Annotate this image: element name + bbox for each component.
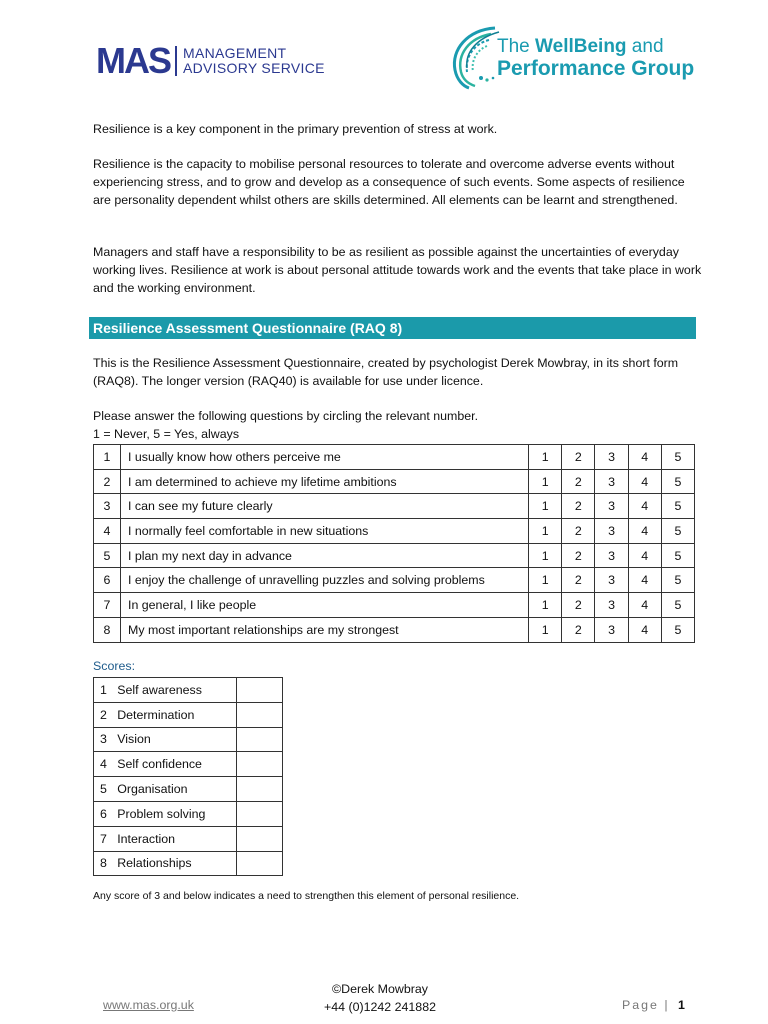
scores-note: Any score of 3 and below indicates a need to strengthen this element of personal resilience.	[93, 890, 520, 902]
question-row	[94, 469, 695, 494]
question-row	[94, 543, 695, 568]
score-entry-cell[interactable]	[236, 851, 282, 876]
score-category: 5 Organisation	[94, 777, 237, 802]
intro-paragraph-1: Resilience is a key component in the primary prevention of stress at work.	[93, 122, 498, 136]
answer-option-5[interactable]: 5	[661, 568, 694, 593]
answer-option-2[interactable]: 2	[562, 543, 595, 568]
question-text: My most important relationships are my strongest	[121, 617, 529, 642]
intro-paragraph-2: Resilience is the capacity to mobilise personal resources to tolerate and overcome adverse events without experiencing stress, and to grow and develop as a consequence of such events. Some aspects of resilience are personality dependent whilst others are skills determined. All elements can be learnt and strengthened.	[93, 157, 685, 207]
score-category: 1 Self awareness	[94, 678, 237, 703]
answer-option-5[interactable]: 5	[661, 519, 694, 544]
answer-option-1[interactable]: 1	[529, 445, 562, 470]
question-number: 4	[94, 519, 121, 544]
question-number: 7	[94, 593, 121, 618]
answer-option-1[interactable]: 1	[529, 469, 562, 494]
answer-option-5[interactable]: 5	[661, 494, 694, 519]
answer-option-2[interactable]: 2	[562, 568, 595, 593]
question-text: I normally feel comfortable in new situations	[121, 519, 529, 544]
score-row	[94, 801, 283, 826]
score-row	[94, 777, 283, 802]
answer-option-3[interactable]: 3	[595, 445, 628, 470]
answer-option-2[interactable]: 2	[562, 617, 595, 642]
answer-option-4[interactable]: 4	[628, 494, 661, 519]
question-text: I can see my future clearly	[121, 494, 529, 519]
question-row	[94, 593, 695, 618]
answer-option-4[interactable]: 4	[628, 593, 661, 618]
score-category: 4 Self confidence	[94, 752, 237, 777]
answer-option-4[interactable]: 4	[628, 445, 661, 470]
footer-contact	[300, 980, 460, 1016]
answer-option-3[interactable]: 3	[595, 519, 628, 544]
answer-option-5[interactable]: 5	[661, 543, 694, 568]
question-text: I plan my next day in advance	[121, 543, 529, 568]
question-number: 3	[94, 494, 121, 519]
wellbeing-logo-line1: The WellBeing and	[497, 36, 664, 57]
intro-paragraph-3: Managers and staff have a responsibility to be as resilient as possible against the uncertainties of everyday working lives. Resilience at work is about personal attitude towards work and the events that take place in work and the working environment.	[93, 245, 702, 295]
score-entry-cell[interactable]	[236, 801, 282, 826]
score-row	[94, 752, 283, 777]
question-number: 6	[94, 568, 121, 593]
scores-label: Scores:	[93, 659, 136, 673]
answer-option-3[interactable]: 3	[595, 543, 628, 568]
score-row	[94, 702, 283, 727]
score-entry-cell[interactable]	[236, 678, 282, 703]
score-entry-cell[interactable]	[236, 727, 282, 752]
mas-logo	[96, 40, 325, 81]
question-number: 1	[94, 445, 121, 470]
mas-logo-divider	[175, 46, 177, 76]
answer-option-1[interactable]: 1	[529, 593, 562, 618]
answer-option-5[interactable]: 5	[661, 593, 694, 618]
answer-option-3[interactable]: 3	[595, 617, 628, 642]
answer-option-2[interactable]: 2	[562, 593, 595, 618]
answer-option-4[interactable]: 4	[628, 568, 661, 593]
score-row	[94, 826, 283, 851]
mas-logo-mark: MAS	[96, 40, 170, 81]
answer-option-3[interactable]: 3	[595, 494, 628, 519]
answer-option-1[interactable]: 1	[529, 494, 562, 519]
score-category: 6 Problem solving	[94, 801, 237, 826]
question-number: 2	[94, 469, 121, 494]
answer-option-5[interactable]: 5	[661, 469, 694, 494]
answer-option-1[interactable]: 1	[529, 617, 562, 642]
wellbeing-logo-line2: Performance Group	[497, 57, 695, 80]
answer-option-4[interactable]: 4	[628, 519, 661, 544]
score-category: 3 Vision	[94, 727, 237, 752]
question-row	[94, 445, 695, 470]
mas-logo-name-line1: MANAGEMENT	[183, 45, 287, 61]
score-category: 8 Relationships	[94, 851, 237, 876]
answer-option-2[interactable]: 2	[562, 519, 595, 544]
question-row	[94, 568, 695, 593]
question-number: 8	[94, 617, 121, 642]
answer-option-5[interactable]: 5	[661, 445, 694, 470]
question-text: I am determined to achieve my lifetime ambitions	[121, 469, 529, 494]
footer-page-number: Page | 1	[622, 998, 685, 1012]
question-row	[94, 494, 695, 519]
section-description: This is the Resilience Assessment Questionnaire, created by psychologist Derek Mowbray, in its short form (RAQ8). The longer version (RAQ40) is available for use under licence.	[93, 356, 679, 388]
score-row	[94, 678, 283, 703]
score-entry-cell[interactable]	[236, 777, 282, 802]
mas-logo-name-line2: ADVISORY SERVICE	[183, 60, 325, 76]
scores-table	[93, 677, 283, 876]
score-entry-cell[interactable]	[236, 702, 282, 727]
question-row	[94, 519, 695, 544]
wellbeing-logo	[447, 22, 707, 92]
answer-option-2[interactable]: 2	[562, 445, 595, 470]
section-title: Resilience Assessment Questionnaire (RAQ 8)	[89, 317, 696, 339]
score-category: 7 Interaction	[94, 826, 237, 851]
answer-option-4[interactable]: 4	[628, 543, 661, 568]
answer-option-5[interactable]: 5	[661, 617, 694, 642]
question-number: 5	[94, 543, 121, 568]
question-text: I enjoy the challenge of unravelling puzzles and solving problems	[121, 568, 529, 593]
answer-option-3[interactable]: 3	[595, 568, 628, 593]
answer-option-4[interactable]: 4	[628, 617, 661, 642]
footer-website-link[interactable]: www.mas.org.uk	[103, 998, 194, 1012]
score-category: 2 Determination	[94, 702, 237, 727]
question-text: I usually know how others perceive me	[121, 445, 529, 470]
answer-option-3[interactable]: 3	[595, 469, 628, 494]
answer-option-2[interactable]: 2	[562, 494, 595, 519]
score-entry-cell[interactable]	[236, 826, 282, 851]
footer-phone: +44 (0)1242 241882	[324, 1000, 436, 1014]
footer-author: ©Derek Mowbray	[332, 982, 428, 996]
answer-option-1[interactable]: 1	[529, 568, 562, 593]
instruction-text: Please answer the following questions by circling the relevant number.	[93, 409, 479, 423]
wellbeing-logo-text	[497, 36, 694, 80]
mas-logo-name	[183, 46, 325, 76]
scale-legend: 1 = Never, 5 = Yes, always	[93, 427, 240, 441]
question-row	[94, 617, 695, 642]
score-entry-cell[interactable]	[236, 752, 282, 777]
question-text: In general, I like people	[121, 593, 529, 618]
score-row	[94, 851, 283, 876]
answer-option-2[interactable]: 2	[562, 469, 595, 494]
questionnaire-table	[93, 444, 695, 643]
answer-option-1[interactable]: 1	[529, 543, 562, 568]
answer-option-3[interactable]: 3	[595, 593, 628, 618]
answer-option-1[interactable]: 1	[529, 519, 562, 544]
score-row	[94, 727, 283, 752]
answer-option-4[interactable]: 4	[628, 469, 661, 494]
